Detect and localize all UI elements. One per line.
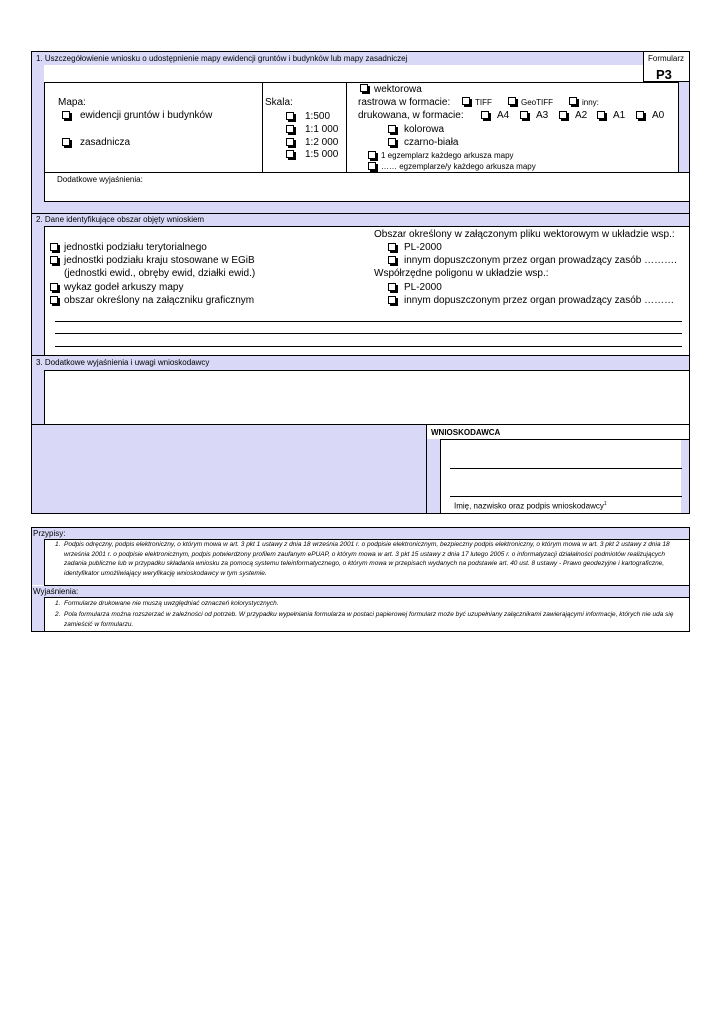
applicant-right-band — [681, 440, 689, 513]
drukowana-label: drukowana, w formacie: — [358, 110, 464, 121]
checkbox-raster-inny[interactable] — [569, 97, 577, 105]
kolorowa-label: kolorowa — [404, 124, 445, 135]
checkbox-pl2000-b[interactable] — [388, 283, 396, 291]
mapa-label: Mapa: — [58, 97, 86, 108]
checkbox-skala-2000[interactable] — [286, 138, 294, 146]
wyjasnienie-1-num: 1. — [55, 600, 61, 607]
skala-500: 1:500 — [305, 111, 331, 122]
wyjasnienie-2-num: 2. — [55, 611, 61, 618]
checkbox-egz-1[interactable] — [368, 151, 376, 159]
paper-a0: A0 — [652, 110, 665, 121]
skala-5000: 1:5 000 — [305, 149, 339, 160]
obszar-title: Obszar określony w załączonym pliku wektorowym w układzie wsp.: — [374, 229, 675, 240]
przypis-1-line: zadania publiczne lub w przypadku składania wniosku za pomocą systemu teleinformatycznego, o którym mowa w przepisach wydanych na podstawie art. 40 ust. 8 ustawy - Prawo geodezyjne i kartograficzne, — [64, 560, 665, 567]
applicant-line[interactable] — [450, 468, 682, 469]
section3-title: 3. Dodatkowe wyjaśnienia i uwagi wnioskodawcy — [36, 358, 210, 367]
skala-2000: 1:2 000 — [305, 137, 339, 148]
wyjasnienie-2-line: Pola formularza można rozszerzać w zależności od potrzeb. W przypadku wypełniania formularza w postaci papierowej formularz może być uzupełniany załącznikami zawierającymi informacje, których nie uda się — [64, 611, 674, 618]
signature-line[interactable] — [450, 496, 682, 497]
signature-text: Imię, nazwisko oraz podpis wnioskodawcy — [454, 501, 604, 511]
section3-input[interactable] — [44, 370, 690, 425]
inny-a-label: innym dopuszczonym przez organ prowadzący zasób ………. — [404, 255, 677, 266]
checkbox-tiff[interactable] — [462, 97, 470, 105]
egz-n-label: …… egzemplarze/y każdego arkusza mapy — [381, 162, 536, 171]
przypis-1-line: Podpis odręczny, podpis elektroniczny, o którym mowa w art. 3 pkt 1 ustawy z dnia 18 września 2001 r. o podpisie elektronicznym, bezpieczny podpis elektroniczny, o którym mowa w art. 3 pkt 2 ustawy z dnia 18 — [64, 541, 670, 548]
skala-label: Skala: — [265, 97, 293, 108]
mapa-option-zasadnicza: zasadnicza — [80, 137, 131, 148]
przypisy-header — [32, 528, 689, 539]
egz-1-label: 1 egzemplarz każdego arkusza mapy — [381, 151, 514, 160]
paper-a2: A2 — [575, 110, 588, 121]
przypisy-left-band — [32, 539, 44, 585]
pl2000-a-label: PL-2000 — [404, 242, 442, 253]
checkbox-egz-n[interactable] — [368, 162, 376, 170]
section3-left-band — [32, 370, 44, 424]
form-code: P3 — [656, 67, 672, 82]
checkbox-kolorowa[interactable] — [388, 125, 396, 133]
raster-inny: inny: — [582, 98, 599, 107]
paper-a1: A1 — [613, 110, 626, 121]
form-label: Formularz — [648, 54, 685, 63]
mapa-option-ewidencji: ewidencji gruntów i budynków — [80, 110, 213, 121]
pl2000-b-label: PL-2000 — [404, 282, 442, 293]
checkbox-inny-b[interactable] — [388, 296, 396, 304]
checkbox-wektorowa[interactable] — [360, 84, 368, 92]
section2-line[interactable] — [55, 346, 682, 347]
przypis-1-line: września 2001 r. o podpisie elektronicznym, podpis potwierdzony profilem zaufanym ePUAP, o którym mowa w art. 3 pkt 15 ustawy z dnia 17 lutego 2005 r. o informatyzacji działalności podmiotów realizujących — [64, 550, 665, 558]
section2-title: 2. Dane identyfikujące obszar objęty wnioskiem — [36, 215, 205, 224]
wykaz-godel-label: wykaz godeł arkuszy mapy — [64, 282, 184, 293]
paper-a3: A3 — [536, 110, 549, 121]
checkbox-a3[interactable] — [520, 111, 528, 119]
section1-left-band — [32, 65, 44, 213]
checkbox-skala-500[interactable] — [286, 112, 294, 120]
checkbox-skala-5000[interactable] — [286, 150, 294, 158]
wyjasnienia-label: Wyjaśnienia: — [33, 587, 79, 596]
obszar-zalacznik-label: obszar określony na załączniku graficznym — [64, 295, 255, 306]
signature-label — [454, 501, 607, 511]
czarno-biala-label: czarno-biała — [404, 137, 459, 148]
section1-bottom-band — [32, 201, 689, 213]
checkbox-a2[interactable] — [559, 111, 567, 119]
applicant-inner — [427, 439, 440, 513]
wyjasnienie-2-line: zamieścić w formularzu. — [64, 620, 134, 628]
checkbox-a0[interactable] — [636, 111, 644, 119]
footnote-ref: 1 — [603, 501, 607, 507]
section2-left-band — [32, 226, 44, 355]
checkbox-skala-1000[interactable] — [286, 125, 294, 133]
checkbox-a4[interactable] — [481, 111, 489, 119]
checkbox-pl2000-a[interactable] — [388, 243, 396, 251]
checkbox-inny-a[interactable] — [388, 256, 396, 264]
raster-tiff: TIFF — [475, 98, 492, 107]
section2-line[interactable] — [55, 333, 682, 334]
jedn-terytorialne-label: jednostki podziału terytorialnego — [64, 242, 207, 253]
wyjasnienie-1-line: Formularze drukowane nie muszą uwzględniać oznaczeń kolorystycznych. — [64, 600, 279, 607]
jedn-egib-label: jednostki podziału kraju stosowane w EGiB — [64, 255, 255, 266]
jedn-egib-detail: (jednostki ewid., obręby ewid, działki ewid.) — [64, 268, 256, 279]
checkbox-a1[interactable] — [597, 111, 605, 119]
applicant-title: WNIOSKODAWCA — [431, 428, 501, 437]
wyjasnienia-header — [32, 586, 689, 597]
section1-title: 1. Uszczegółowienie wniosku o udostępnienie mapy ewidencji gruntów i budynków lub mapy zasadniczej — [36, 54, 408, 63]
checkbox-czarno-biala[interactable] — [388, 138, 396, 146]
checkbox-jedn-terytorialne[interactable] — [50, 243, 58, 251]
przypis-1-num: 1. — [55, 541, 61, 548]
raster-geotiff: GeoTIFF — [521, 98, 554, 107]
dodatkowe-label: Dodatkowe wyjaśnienia: — [57, 175, 143, 184]
rastrowa-label: rastrowa w formacie: — [358, 97, 451, 108]
checkbox-jedn-egib[interactable] — [50, 256, 58, 264]
polygon-title: Współrzędne poligonu w układzie wsp.: — [374, 268, 549, 279]
checkbox-zasadnicza[interactable] — [62, 138, 70, 146]
section1-right-band — [678, 82, 689, 173]
wyjasnienia-left-band — [32, 597, 44, 631]
checkbox-obszar-zalacznik[interactable] — [50, 296, 58, 304]
checkbox-ewidencji[interactable] — [62, 111, 70, 119]
przypis-1-line: identyfikator umożliwiający weryfikację wnioskodawcy w tym systemie. — [64, 569, 267, 577]
wektorowa-label: wektorowa — [374, 84, 422, 95]
mapa-box — [44, 82, 263, 173]
checkbox-geotiff[interactable] — [508, 97, 516, 105]
przypisy-label: Przypisy: — [33, 529, 66, 538]
skala-1000: 1:1 000 — [305, 124, 339, 135]
section2-line[interactable] — [55, 321, 682, 322]
inny-b-label: innym dopuszczonym przez organ prowadzący zasób ……… — [404, 295, 675, 306]
paper-a4: A4 — [497, 110, 510, 121]
checkbox-wykaz-godel[interactable] — [50, 283, 58, 291]
